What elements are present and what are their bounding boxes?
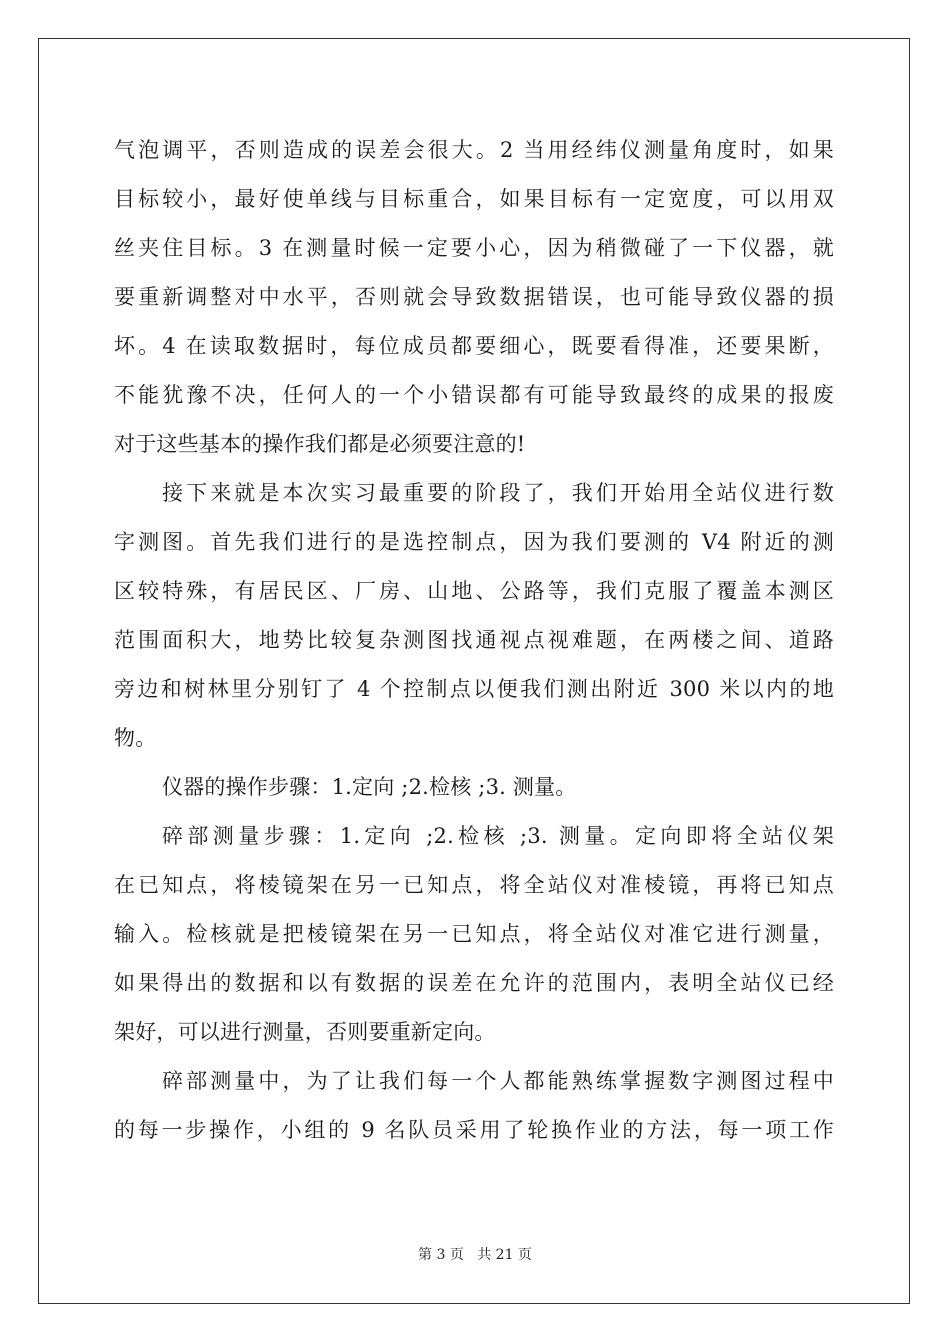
paragraph	[114, 812, 834, 1057]
text-line: 对于这些基本的操作我们都是必须要注意的!	[114, 432, 526, 456]
text-line: 旁边和树林里分别钉了 4 个控制点以便我们测出附近 300 米以内的地	[114, 677, 834, 701]
text-line: 的每一步操作，小组的 9 名队员采用了轮换作业的方法，每一项工作	[114, 1118, 834, 1142]
page-number: 第 3 页	[418, 1247, 464, 1263]
text-line: 目标较小，最好使单线与目标重合，如果目标有一定宽度，可以用双	[114, 187, 834, 211]
paragraph	[114, 126, 834, 469]
text-line: 坏。4 在读取数据时，每位成员都要细心，既要看得准，还要果断，	[114, 334, 834, 358]
text-line: 架好，可以进行测量，否则要重新定向。	[114, 1020, 496, 1044]
page-footer	[0, 1244, 950, 1264]
paragraph	[114, 763, 834, 812]
text-line: 气泡调平，否则造成的误差会很大。2 当用经纬仪测量角度时，如果	[114, 138, 834, 162]
text-line: 碎部测量步骤：1.定向 ;2.检核 ;3. 测量。定向即将全站仪架	[162, 824, 834, 848]
text-line: 物。	[114, 726, 157, 750]
text-line: 区较特殊，有居民区、厂房、山地、公路等，我们克服了覆盖本测区	[114, 579, 834, 603]
text-line: 碎部测量中，为了让我们每一个人都能熟练掌握数字测图过程中	[162, 1069, 834, 1093]
text-line: 丝夹住目标。3 在测量时候一定要小心，因为稍微碰了一下仪器，就	[114, 236, 834, 260]
text-line: 字测图。首先我们进行的是选控制点，因为我们要测的 V4 附近的测	[114, 530, 834, 554]
text-line: 在已知点，将棱镜架在另一已知点，将全站仪对准棱镜，再将已知点	[114, 873, 834, 897]
text-line: 接下来就是本次实习最重要的阶段了，我们开始用全站仪进行数	[162, 481, 834, 505]
text-line: 范围面积大，地势比较复杂测图找通视点视难题，在两楼之间、道路	[114, 628, 834, 652]
text-line: 仪器的操作步骤：1.定向 ;2.检核 ;3. 测量。	[162, 775, 577, 799]
document-body	[114, 126, 834, 1155]
text-line: 不能犹豫不决，任何人的一个小错误都有可能导致最终的成果的报废	[114, 383, 834, 407]
text-line: 输入。检核就是把棱镜架在另一已知点，将全站仪对准它进行测量，	[114, 922, 834, 946]
paragraph	[114, 469, 834, 763]
page-total: 共 21 页	[477, 1247, 532, 1263]
text-line: 如果得出的数据和以有数据的误差在允许的范围内，表明全站仪已经	[114, 971, 834, 995]
text-line: 要重新调整对中水平，否则就会导致数据错误，也可能导致仪器的损	[114, 285, 834, 309]
paragraph	[114, 1057, 834, 1155]
